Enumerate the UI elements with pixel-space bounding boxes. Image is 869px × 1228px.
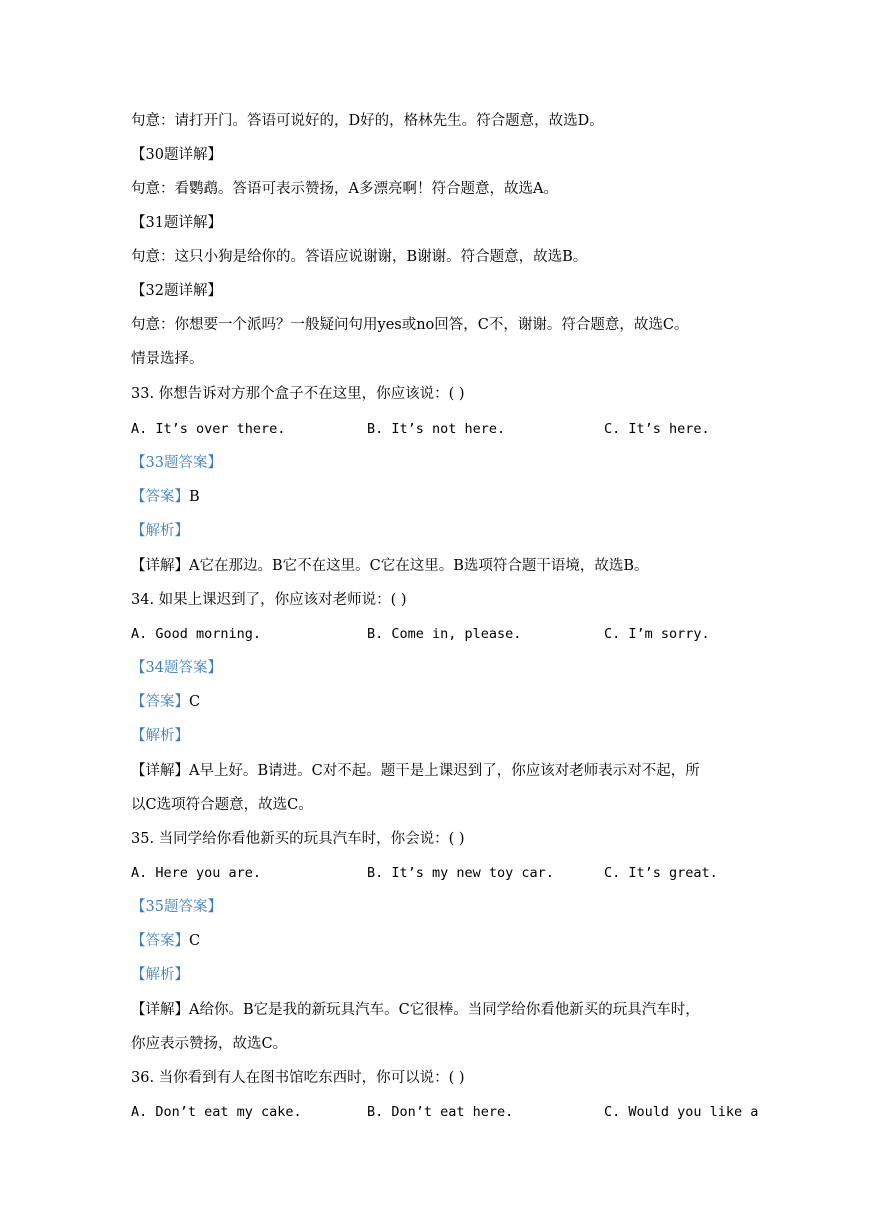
section-heading-30: 【30题详解】	[131, 147, 222, 163]
text-line: 句意：看鹦鹉。答语可表示赞扬，A多漂亮啊！符合题意，故选A。	[131, 181, 558, 197]
analysis-label-34: 【解析】	[131, 728, 189, 744]
detail-33: 【详解】A它在那边。B它不在这里。C它在这里。B选项符合题干语境，故选B。	[131, 558, 649, 574]
text-line: 句意：你想要一个派吗？一般疑问句用yes或no回答，C不，谢谢。符合题意，故选C。	[131, 317, 689, 333]
answer-heading-35: 【35题答案】	[131, 899, 222, 915]
answer-heading-33: 【33题答案】	[131, 455, 222, 471]
options-33	[131, 419, 751, 439]
option-c: C. It’s here.	[604, 421, 710, 437]
option-b: B. It’s not here.	[367, 421, 506, 437]
analysis-label-35: 【解析】	[131, 967, 189, 983]
options-35	[131, 863, 751, 883]
answer-value: B	[189, 489, 200, 505]
question-36: 36. 当你看到有人在图书馆吃东西时，你可以说：( )	[131, 1070, 465, 1086]
option-a: A. Don’t eat my cake.	[131, 1104, 302, 1120]
answer-34	[131, 692, 200, 712]
section-heading-32: 【32题详解】	[131, 283, 222, 299]
option-c: C. Would you like a	[604, 1104, 759, 1120]
answer-value: C	[189, 933, 201, 949]
detail-34-line1: 【详解】A早上好。B请进。C对不起。题干是上课迟到了，你应该对老师表示对不起，所	[131, 763, 700, 779]
text-line: 句意：请打开门。答语可说好的，D好的，格林先生。符合题意，故选D。	[131, 113, 604, 129]
answer-label: 【答案】	[131, 489, 189, 505]
question-34: 34. 如果上课迟到了，你应该对老师说：( )	[131, 592, 407, 608]
answer-label: 【答案】	[131, 694, 189, 710]
section-heading-31: 【31题详解】	[131, 215, 222, 231]
option-a: A. Here you are.	[131, 865, 262, 881]
answer-heading-34: 【34题答案】	[131, 660, 222, 676]
detail-35-line1: 【详解】A给你。B它是我的新玩具汽车。C它很棒。当同学给你看他新买的玩具汽车时，	[131, 1002, 700, 1018]
answer-value: C	[189, 694, 201, 710]
answer-label: 【答案】	[131, 933, 189, 949]
option-c: C. I’m sorry.	[604, 626, 710, 642]
detail-35-line2: 你应表示赞扬，故选C。	[131, 1036, 288, 1052]
text-line: 句意：这只小狗是给你的。答语应说谢谢，B谢谢。符合题意，故选B。	[131, 249, 588, 265]
section-title: 情景选择。	[131, 351, 204, 367]
options-36	[131, 1102, 759, 1122]
option-c: C. It’s great.	[604, 865, 718, 881]
option-b: B. It’s my new toy car.	[367, 865, 554, 881]
option-a: A. Good morning.	[131, 626, 262, 642]
question-33: 33. 你想告诉对方那个盒子不在这里，你应该说：( )	[131, 386, 465, 402]
question-35: 35. 当同学给你看他新买的玩具汽车时，你会说：( )	[131, 831, 465, 847]
answer-33	[131, 487, 200, 507]
option-b: B. Don’t eat here.	[367, 1104, 514, 1120]
detail-34-line2: 以C选项符合题意，故选C。	[131, 797, 313, 813]
answer-35	[131, 931, 200, 951]
options-34	[131, 624, 751, 644]
option-b: B. Come in, please.	[367, 626, 522, 642]
option-a: A. It’s over there.	[131, 421, 286, 437]
analysis-label-33: 【解析】	[131, 523, 189, 539]
